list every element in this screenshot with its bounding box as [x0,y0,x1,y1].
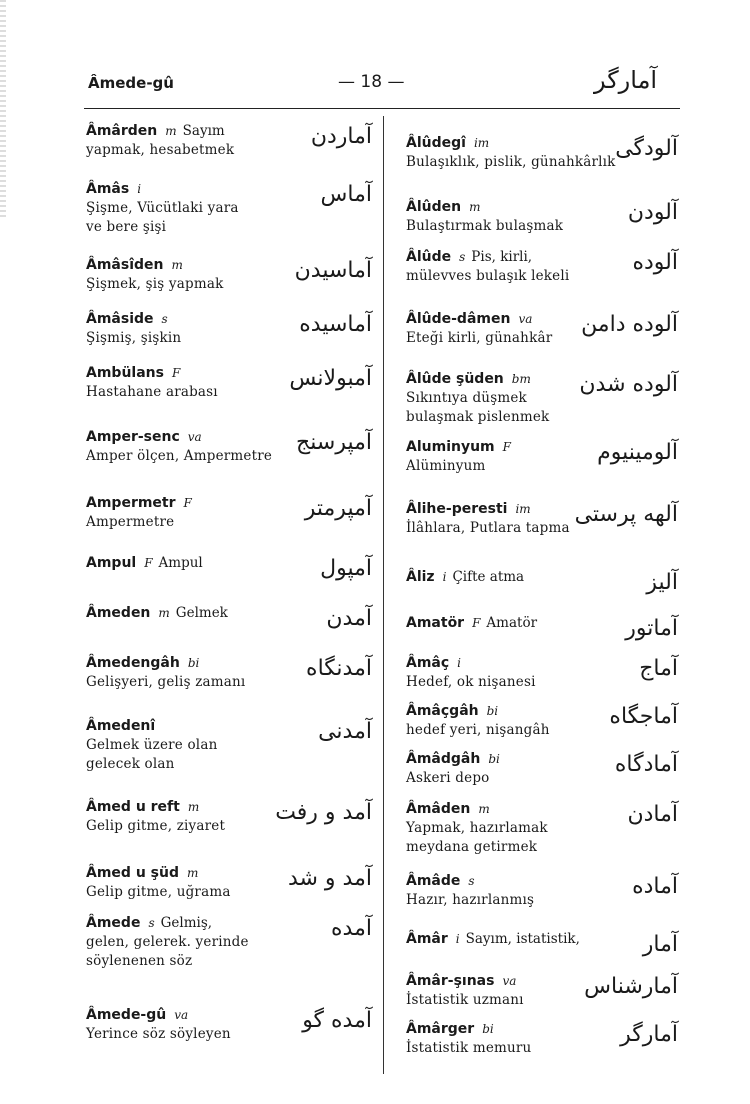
entry-head-line [86,652,286,673]
entry-definition-line: meydana getirmek [406,839,538,855]
entry-head-line [406,132,606,153]
entry-arabic-script: آمده [331,916,372,941]
entry-headword: Âlûde-dâmen [406,311,511,327]
entry-definition-line: Gelip gitme, ziyaret [86,818,226,834]
entry-arabic-script: آماس [320,182,372,207]
dictionary-entry [406,748,606,788]
entry-definition-line: İstatistik uzmanı [406,992,524,1008]
entry-origin-code: m [469,200,481,214]
entry-head-line [86,912,286,933]
entry-definition-line: Bulaşıklık, pislik, günahkârlık [406,154,616,170]
entry-head-line [86,602,286,623]
entry-head-line [406,368,606,389]
entry-headword: Âmedengâh [86,655,180,671]
entry-definition-line: yapmak, hesabetmek [86,142,235,158]
dictionary-entry [86,308,286,348]
entry-headword: Âmeden [86,605,151,621]
dictionary-entry [406,196,606,236]
entry-origin-code: m [171,258,183,272]
entry-arabic-script: آمدن [326,606,372,631]
dictionary-entry [406,798,606,857]
entry-origin-code: s [161,312,168,326]
dictionary-entry [406,652,606,692]
entry-head-line [406,612,606,633]
page-number: — 18 — [338,72,405,92]
entry-arabic-script: آماج [639,656,678,681]
entry-origin-code: i [442,570,447,584]
entry-head-line [406,652,606,673]
entry-head-line [406,436,606,457]
entry-headword: Ampermetr [86,495,176,511]
dictionary-entry [86,652,286,692]
entry-origin-code: F [171,366,181,380]
entry-headword: Âmârden [86,123,158,139]
entry-head-line [86,1004,286,1025]
dictionary-entry [86,552,286,573]
entry-origin-code: i [457,656,462,670]
entry-head-line [406,196,606,217]
entry-headword: Ambülans [86,365,164,381]
entry-inline-definition: Sayım [182,123,225,139]
dictionary-entry [86,362,286,402]
dictionary-entry [86,426,286,466]
entry-headword: Âmâsîden [86,257,164,273]
entry-origin-code: m [187,800,200,814]
entry-origin-code: va [187,430,202,444]
entry-arabic-script: آمدنگاه [306,656,372,681]
entry-head-line [86,796,286,817]
entry-inline-definition: Gelmek [175,605,228,621]
dictionary-entry [406,566,606,587]
dictionary-entry [86,862,286,902]
entry-headword: Aluminyum [406,439,495,455]
entry-headword: Âmedenî [86,718,156,734]
entry-arabic-script: آمد و شد [287,866,372,891]
entry-headword: Âmâden [406,801,471,817]
entry-origin-code: m [158,606,170,620]
entry-origin-code: m [165,124,177,138]
page-header [0,66,750,106]
entry-definition-line: Yapmak, hazırlamak [406,820,548,836]
entry-origin-code: bi [482,1022,494,1036]
entry-arabic-script: آمارگر [620,1022,678,1047]
entry-origin-code: va [174,1008,189,1022]
entry-inline-definition: Ampul [158,555,203,571]
header-guide-word-right: آمارگر [594,66,658,94]
entry-head-line [86,715,286,736]
entry-origin-code: bm [511,372,531,386]
entry-inline-definition: Sayım, istatistik, [465,931,580,947]
entry-definition-line: Şişmek, şiş yapmak [86,276,224,292]
entry-head-line [86,426,286,447]
dictionary-entry [406,1018,606,1058]
entry-head-line [86,254,286,275]
entry-origin-code: F [183,496,192,510]
entry-head-line [406,566,606,587]
entry-arabic-script: آمپرمتر [304,496,372,521]
entry-inline-definition: Gelmiş, [160,915,213,931]
entry-head-line [86,362,286,383]
entry-arabic-script: آمادن [627,802,678,827]
entry-definition-line: Alüminyum [406,458,486,474]
entry-definition-line: ve bere şişi [86,219,167,235]
entry-definition-line: Gelişyeri, geliş zamanı [86,674,246,690]
entry-headword: Amatör [406,615,465,631]
entry-head-line [406,798,606,819]
dictionary-entry [406,870,606,910]
entry-head-line [86,552,286,573]
entry-head-line [406,1018,606,1039]
entry-definition-line: Amper ölçen, Ampermetre [86,448,273,464]
header-guide-word-left: Âmede-gû [88,74,174,92]
entry-headword: Âmed u reft [86,799,180,815]
entry-definition-line: gelen, gelerek. yerinde [86,934,249,950]
dictionary-entry [406,368,606,427]
entry-arabic-script: آليز [646,570,678,595]
entry-headword: Âmâside [86,311,154,327]
entry-origin-code: m [186,866,199,880]
entry-definition-line: mülevves bulaşık lekeli [406,268,570,284]
dictionary-entry [406,970,606,1010]
entry-arabic-script: آلوده [632,250,678,275]
entry-origin-code: va [502,974,517,988]
entry-arabic-script: آلوده دامن [581,312,678,337]
dictionary-entry [406,612,606,633]
entry-arabic-script: آمپول [320,556,372,581]
dictionary-entry [406,246,606,286]
entry-origin-code: va [518,312,533,326]
entry-arabic-script: آمار [642,932,678,957]
entry-headword: Âlûdegî [406,135,466,151]
entry-headword: Âmâs [86,181,130,197]
entry-headword: Âmâdgâh [406,751,481,767]
entry-origin-code: F [144,556,153,570]
entry-head-line [406,870,606,891]
entry-arabic-script: آمد و رفت [275,800,372,825]
column-divider [383,116,384,1074]
entry-definition-line: Gelmek üzere olan [86,737,218,753]
entry-origin-code: i [455,932,460,946]
entry-arabic-script: آماجگاه [609,704,678,729]
entry-headword: Âmâç [406,655,450,671]
dictionary-entry [86,178,286,237]
entry-headword: Âlûden [406,199,462,215]
entry-head-line [86,178,286,199]
entry-inline-definition: Pis, kirli, [471,249,533,265]
header-rule [84,108,680,109]
entry-headword: Âlihe-peresti [406,501,508,517]
entry-origin-code: F [502,440,511,454]
entry-headword: Âmede [86,915,141,931]
entry-definition-line: söylenenen söz [86,953,193,969]
entry-headword: Âlûde [406,249,452,265]
entry-definition-line: İstatistik memuru [406,1040,532,1056]
entry-definition-line: İlâhlara, Putlara tapma [406,520,570,536]
entry-definition-line: Şişmiş, şişkin [86,330,182,346]
entry-arabic-script: آماردن [310,124,372,149]
entry-origin-code: bi [187,656,200,670]
entry-arabic-script: آمدنى [318,719,372,744]
dictionary-entry [86,492,286,532]
entry-origin-code: s [468,874,475,888]
dictionary-entry [406,132,616,172]
entry-arabic-script: آلودن [627,200,678,225]
entry-arabic-script: آماسيده [299,312,372,337]
entry-origin-code: s [459,250,466,264]
entry-arabic-script: آماسيدن [294,258,372,283]
entry-origin-code: bi [488,752,500,766]
dictionary-entry [86,120,286,160]
entry-arabic-script: آلهه پرستى [574,502,678,527]
dictionary-entry [86,602,286,623]
entry-origin-code: im [473,136,490,150]
entry-origin-code: im [515,502,531,516]
entry-arabic-script: آلومينيوم [597,440,678,465]
entry-headword: Âmâde [406,873,461,889]
entry-definition-line: Yerince söz söyleyen [86,1026,231,1042]
entry-headword: Âmâr [406,931,448,947]
entry-origin-code: s [148,916,155,930]
entry-arabic-script: آماده [632,874,678,899]
entry-headword: Âmâr-şınas [406,973,495,989]
entry-definition-line: Askeri depo [406,770,490,786]
entry-headword: Amper-senc [86,429,180,445]
entry-definition-line: hedef yeri, nişangâh [406,722,550,738]
dictionary-entry [86,715,286,774]
entry-definition-line: Hedef, ok nişanesi [406,674,536,690]
entry-head-line [406,748,606,769]
entry-origin-code: m [478,802,490,816]
dictionary-entry [86,1004,286,1044]
entry-arabic-script: آمبولانس [289,366,372,391]
entry-inline-definition: Çifte atma [452,569,525,585]
entry-head-line [86,862,286,883]
entry-definition-line: Ampermetre [86,514,175,530]
dictionary-entry [406,436,606,476]
entry-definition-line: gelecek olan [86,756,175,772]
scan-edge-speckle [0,0,6,220]
entry-definition-line: Bulaştırmak bulaşmak [406,218,564,234]
dictionary-entry [86,796,286,836]
entry-head-line [406,970,606,991]
entry-arabic-script: آمپرسنج [296,430,372,455]
entry-definition-line: bulaşmak pislenmek [406,409,550,425]
entry-arabic-script: آلوده شدن [579,372,678,397]
dictionary-entry [406,928,606,949]
entry-headword: Âmâçgâh [406,703,479,719]
entry-definition-line: Şişme, Vücütlaki yara [86,200,239,216]
dictionary-entry [406,308,606,348]
entry-head-line [86,308,286,329]
dictionary-entry [86,912,286,971]
entry-headword: Âmed u şüd [86,865,179,881]
entry-arabic-script: آمادگاه [614,752,678,777]
entry-head-line [86,492,286,513]
entry-origin-code: bi [486,704,499,718]
entry-definition-line: Sıkıntıya düşmek [406,390,527,406]
entry-head-line [406,246,606,267]
entry-headword: Âlûde şüden [406,371,504,387]
dictionary-entry [86,254,286,294]
entry-head-line [86,120,286,141]
entry-arabic-script: آلودگى [615,136,678,161]
entry-definition-line: Hastahane arabası [86,384,218,400]
entry-arabic-script: آماتور [625,616,678,641]
entry-definition-line: Hazır, hazırlanmış [406,892,535,908]
entry-headword: Âliz [406,569,435,585]
entry-headword: Âmârger [406,1021,475,1037]
entry-head-line [406,928,606,949]
entry-definition-line: Eteği kirli, günahkâr [406,330,553,346]
entry-inline-definition: Amatör [486,615,538,631]
entry-arabic-script: آمده گو [302,1008,372,1033]
entry-head-line [406,700,606,721]
entry-definition-line: Gelip gitme, uğrama [86,884,231,900]
entry-headword: Âmede-gû [86,1007,167,1023]
entry-headword: Ampul [86,555,137,571]
entry-origin-code: i [137,182,142,196]
dictionary-entry [406,700,606,740]
entry-arabic-script: آمارشناس [584,974,678,999]
entry-head-line [406,308,606,329]
entry-origin-code: F [472,616,481,630]
